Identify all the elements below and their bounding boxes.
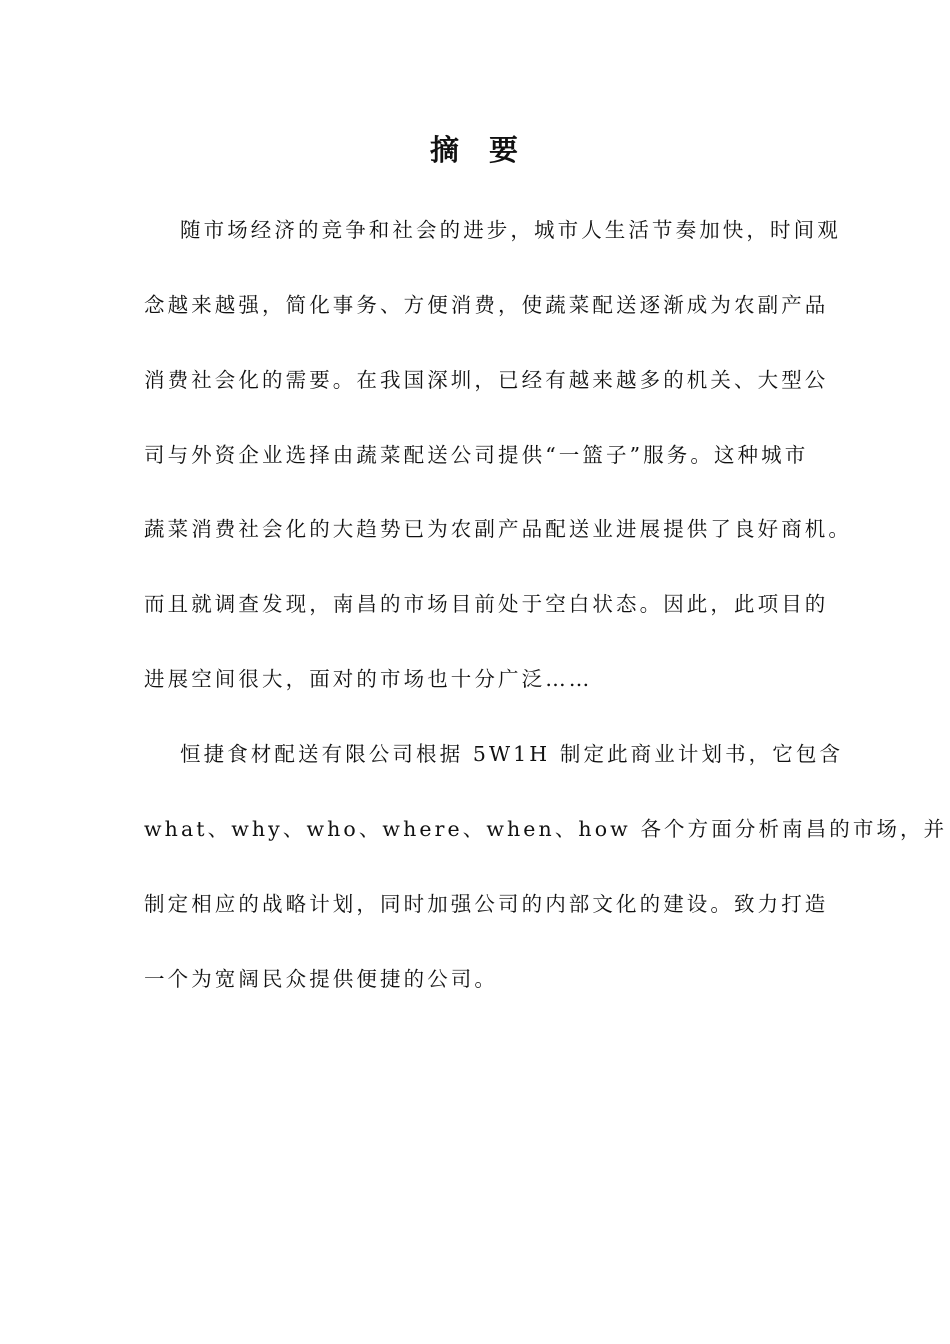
paragraph-1-line-2: 念越来越强，简化事务、方便消费，使蔬菜配送逐渐成为农副产品 — [144, 293, 829, 317]
paragraph-2-line-2: what、why、who、where、when、how 各个方面分析南昌的市场，并 — [144, 817, 948, 841]
paragraph-2-line-3: 制定相应的战略计划，同时加强公司的内部文化的建设。致力打造 — [144, 892, 829, 916]
page-title — [0, 130, 950, 170]
title-char-2: 要 — [489, 133, 521, 167]
paragraph-1-line-6: 而且就调查发现，南昌的市场目前处于空白状态。因此，此项目的 — [144, 592, 829, 616]
paragraph-2-line-4: 一个为宽阔民众提供便捷的公司。 — [144, 967, 498, 991]
paragraph-1-line-1: 随市场经济的竞争和社会的进步，城市人生活节奏加快，时间观 — [180, 218, 841, 242]
paragraph-1-line-3: 消费社会化的需要。在我国深圳，已经有越来越多的机关、大型公 — [144, 368, 829, 392]
paragraph-1-line-4: 司与外资企业选择由蔬菜配送公司提供“一篮子”服务。这种城市 — [144, 443, 809, 467]
paragraph-2-line-1: 恒捷食材配送有限公司根据 5W1H 制定此商业计划书，它包含 — [180, 742, 844, 766]
paragraph-1-line-7: 进展空间很大，面对的市场也十分广泛…… — [144, 667, 593, 691]
paragraph-1-line-5: 蔬菜消费社会化的大趋势已为农副产品配送业进展提供了良好商机。 — [144, 517, 852, 541]
title-char-1: 摘 — [429, 133, 461, 167]
